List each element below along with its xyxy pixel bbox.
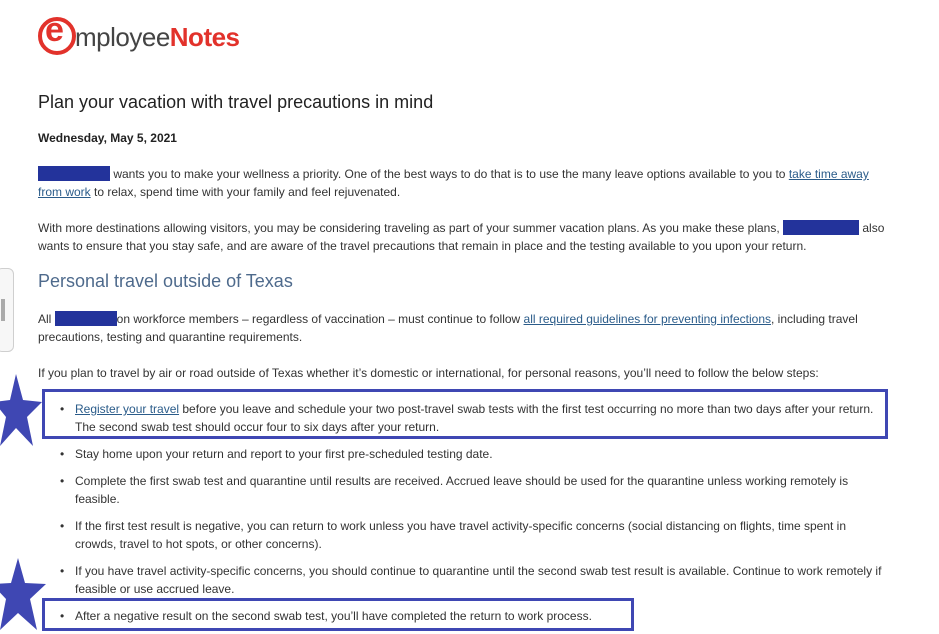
workforce-paragraph bbox=[38, 310, 888, 346]
logo-word-employee: mployee bbox=[75, 22, 170, 52]
list-item: • Stay home upon your return and report to your first pre-scheduled testing date. bbox=[38, 445, 887, 463]
star-annotation-icon bbox=[0, 556, 48, 634]
highlight-box-step-6 bbox=[42, 598, 634, 631]
travel-plans-paragraph bbox=[38, 219, 888, 255]
article-date: Wednesday, May 5, 2021 bbox=[38, 131, 177, 145]
logo-wordmark bbox=[75, 24, 240, 50]
workforce-text-c: , including travel precautions, testing and quarantine requirements. bbox=[38, 312, 858, 344]
take-time-away-link[interactable]: take time away from work bbox=[38, 167, 869, 199]
redacted-name bbox=[55, 311, 117, 326]
list-item: • If you have travel activity-specific concerns, you should continue to quarantine until the second swab test result is available. Continue to work remotely if feasible or use accrued leave. bbox=[38, 562, 887, 598]
guidelines-link[interactable]: all required guidelines for preventing infections bbox=[523, 312, 772, 326]
article-title: Plan your vacation with travel precautions in mind bbox=[38, 92, 434, 112]
travel-plans-text-a: With more destinations allowing visitors, you may be considering traveling as part of your summer vacation plans. As you make these plans, bbox=[38, 221, 784, 235]
logo-word-notes: Notes bbox=[169, 22, 240, 52]
redacted-name bbox=[38, 166, 110, 181]
logo-e-letter: e bbox=[45, 11, 64, 49]
steps-intro-paragraph: If you plan to travel by air or road outside of Texas whether it’s domestic or international, for personal reasons, you’ll need to follow the below steps: bbox=[38, 366, 819, 380]
employee-notes-logo bbox=[38, 11, 268, 64]
intro-text-a: wants you to make your wellness a priority. One of the best ways to do that is to use the many leave options available to you to bbox=[110, 167, 789, 181]
side-tab-grip-icon bbox=[1, 299, 5, 321]
list-item: • Complete the first swab test and quarantine until results are received. Accrued leave should be used for the quarantine unless working remotely is feasible. bbox=[38, 472, 887, 508]
register-travel-link[interactable]: Register your travel bbox=[75, 402, 180, 416]
list-item: • If the first test result is negative, you can return to work unless you have travel activity-specific concerns (social distancing on flights, time spent in crowds, travel to hot spots, or other concerns). bbox=[38, 517, 887, 553]
redacted-name bbox=[783, 220, 859, 235]
section-heading: Personal travel outside of Texas bbox=[38, 271, 293, 291]
intro-text-b: to relax, spend time with your family and feel rejuvenated. bbox=[90, 185, 401, 199]
side-panel-tab[interactable] bbox=[0, 268, 14, 352]
highlight-box-step-1 bbox=[42, 389, 888, 439]
workforce-text-a: All bbox=[38, 312, 55, 326]
list-item: • After a negative result on the second swab test, you’ll have completed the return to work process. bbox=[38, 607, 887, 625]
star-annotation-icon bbox=[0, 370, 44, 450]
intro-paragraph bbox=[38, 165, 888, 201]
workforce-text-b: on workforce members – regardless of vaccination – must continue to follow bbox=[116, 312, 524, 326]
travel-plans-text-b: also wants to ensure that you stay safe, and are aware of the travel precautions that remain in place and the testing available to you upon your return. bbox=[38, 221, 885, 253]
step-1-text: before you leave and schedule your two post-travel swab tests with the first test occurring no more than two days after your return. The second swab test should occur four to six days after your return. bbox=[75, 402, 874, 434]
